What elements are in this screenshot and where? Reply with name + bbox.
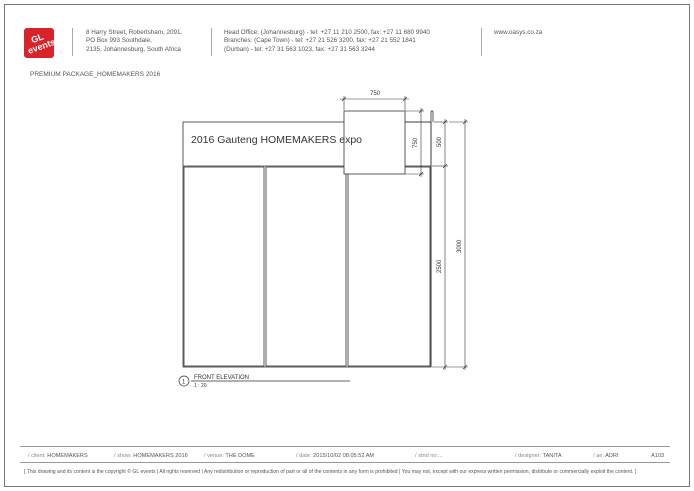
copyright-notice: [ This drawing and its content is the copyright © GL events | All rights reserved | Any redistribution or reproduction of part or all of the contents in any form is prohibited | You may not, except with our express written permission, distribute or commercially exploit the content. ] <box>24 469 637 475</box>
footer-client <box>28 453 88 459</box>
footer-show <box>114 453 188 459</box>
address-line: PO Box 993 Southdale, <box>86 37 152 45</box>
footer-venue <box>204 453 255 459</box>
address-line: 2135, Johannesburg, South Africa <box>86 45 181 53</box>
view-number: 1 <box>182 379 186 386</box>
wall-panel-right <box>348 167 430 366</box>
footer-rule-top <box>20 446 670 447</box>
venue-value: THE DOME <box>225 453 255 459</box>
contact-line: Head Office: (Johannesburg) - tel: +27 11 210 2500, fax: +27 11 680 9940 <box>224 29 430 36</box>
footer-date <box>296 453 374 459</box>
date-value: 2015/10/02 08:05:52 AM <box>313 453 375 459</box>
stand-label: / stnd no:... <box>415 453 443 459</box>
address-line: 8 Harry Street, Robertsham, 2091. <box>86 29 183 36</box>
client-value: HOMEMAKERS <box>47 453 88 459</box>
wall-panel-left <box>184 167 264 366</box>
package-title: PREMIUM PACKAGE_HOMEMAKERS 2016 <box>30 71 161 78</box>
client-label: / client: <box>28 453 46 459</box>
designer-label: / designer: <box>515 453 542 459</box>
show-value: HOMEMAKERS 2016 <box>133 453 188 459</box>
dimension-label: 3000 <box>457 239 463 253</box>
designer-value: TANITA <box>542 453 562 459</box>
dimension-label: 500 <box>437 136 443 147</box>
footer-ae <box>593 453 619 459</box>
dimension-label: 750 <box>370 91 381 97</box>
dimension-label: 750 <box>413 137 419 148</box>
footer-rule-bottom <box>20 462 670 463</box>
dimension-sign-width <box>340 96 409 110</box>
view-title: FRONT ELEVATION <box>194 375 250 381</box>
contact-line: Branches: (Cape Town) - tel: +27 21 526 3200, fax: +27 21 552 1841 <box>224 37 416 45</box>
date-label: / date: <box>296 453 312 459</box>
view-scale: 1 : 20 <box>194 383 207 389</box>
logo-text: GL events <box>26 31 57 56</box>
ae-value: ADRI <box>605 453 619 459</box>
venue-label: / venue: <box>204 453 224 459</box>
ae-label: / ae: <box>593 453 604 459</box>
sheet-number: A103 <box>651 453 665 459</box>
footer-stand <box>415 453 443 459</box>
wall-panel-middle <box>266 167 346 366</box>
contact-line: (Durban) - tel: +27 31 563 1023, fax: +27 31 563 3244 <box>224 45 375 53</box>
footer-designer <box>515 453 562 459</box>
fascia-text: 2016 Gauteng HOMEMAKERS expo <box>191 134 363 146</box>
dimension-label: 2500 <box>437 259 443 273</box>
show-label: / show: <box>114 453 132 459</box>
website: www.oasys.co.za <box>494 29 543 36</box>
